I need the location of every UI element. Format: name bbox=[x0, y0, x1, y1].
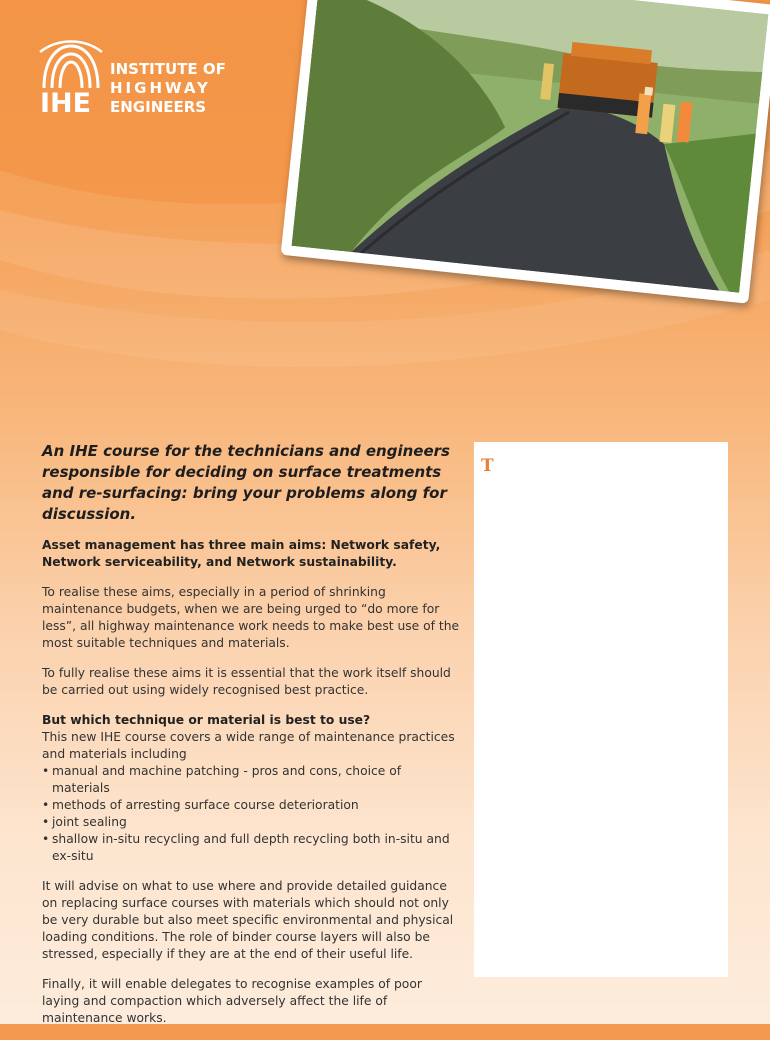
subhead-question: But which technique or material is best to use? bbox=[42, 713, 371, 727]
list-item bbox=[42, 814, 462, 831]
logo-abbreviation: IHE bbox=[40, 88, 92, 119]
list-item-text: joint sealing bbox=[52, 815, 127, 829]
lead-statement: Asset management has three main aims: Network safety, Network serviceability, and Network sustainability. bbox=[42, 538, 441, 569]
practice-list bbox=[42, 763, 462, 865]
paragraph-4: It will advise on what to use where and provide detailed guidance on replacing surface courses with materials which should not only be very durable but also meet specific environmental and physical loading conditions. The role of binder course layers will also be stressed, especially if they are at the end of their useful life. bbox=[42, 879, 454, 961]
side-panel-letter: T bbox=[481, 456, 494, 476]
road-resurfacing-photo-icon bbox=[292, 0, 769, 293]
list-item-text: shallow in-situ recycling and full depth recycling both in-situ and ex-situ bbox=[52, 832, 450, 863]
logo-wordmark bbox=[110, 60, 226, 117]
list-item-text: methods of arresting surface course deterioration bbox=[52, 798, 359, 812]
list-item bbox=[42, 763, 462, 797]
main-content bbox=[42, 441, 462, 1040]
logo-line-3: ENGINEERS bbox=[110, 98, 207, 116]
bullet-glyph: • bbox=[42, 815, 50, 829]
side-panel bbox=[474, 442, 728, 977]
photo-frame bbox=[281, 0, 770, 304]
logo-line-1: INSTITUTE OF bbox=[110, 60, 226, 78]
logo-line-2: HIGHWAY bbox=[110, 79, 211, 97]
bullet-glyph: • bbox=[42, 832, 50, 846]
list-item-text: manual and machine patching - pros and cons, choice of materials bbox=[52, 764, 402, 795]
paragraph-5: Finally, it will enable delegates to recognise examples of poor laying and compaction which adversely affect the life of maintenance works. bbox=[42, 977, 422, 1025]
list-item bbox=[42, 797, 462, 814]
intro-heading: An IHE course for the technicians and engineers responsible for deciding on surface treatments and re-surfacing: bring your problems along for discussion. bbox=[42, 442, 450, 523]
paragraph-1: To realise these aims, especially in a period of shrinking maintenance budgets, when we are being urged to “do more for less”, all highway maintenance work needs to make best use of the most suitable techniques and materials. bbox=[42, 585, 460, 650]
paragraph-2: To fully realise these aims it is essential that the work itself should be carried out using widely recognised best practice. bbox=[42, 666, 451, 697]
ihe-logo bbox=[38, 38, 238, 118]
paragraph-3: This new IHE course covers a wide range of maintenance practices and materials including bbox=[42, 730, 455, 761]
bullet-glyph: • bbox=[42, 798, 50, 812]
bullet-glyph: • bbox=[42, 764, 50, 778]
list-item bbox=[42, 831, 462, 865]
